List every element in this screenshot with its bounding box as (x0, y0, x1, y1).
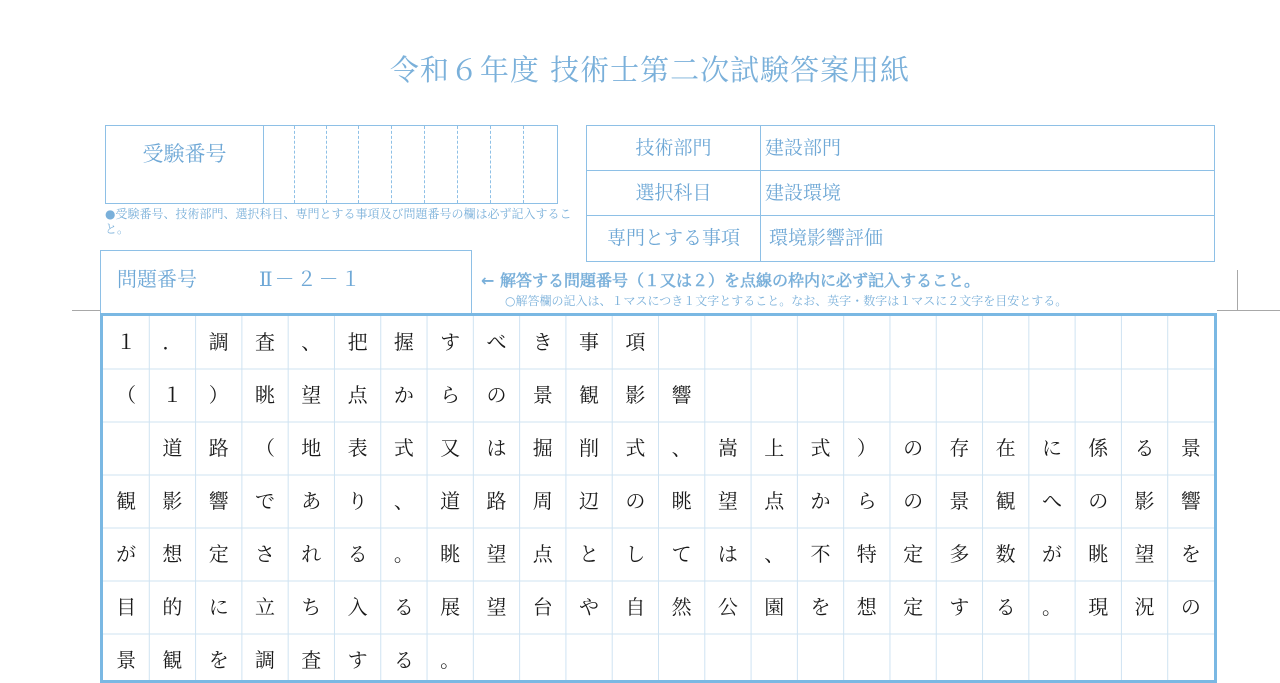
answer-cell: の (1180, 595, 1201, 619)
answer-cell: 、 (671, 436, 692, 460)
answer-cell: ） (208, 383, 229, 407)
answer-cell: 入 (347, 595, 368, 619)
answer-cell: す (949, 595, 970, 619)
answer-cell: 眺 (440, 542, 461, 566)
answer-cell: 数 (995, 542, 1016, 566)
answer-cell: 眺 (255, 383, 276, 407)
answer-cell: （ (116, 383, 137, 407)
answer-cell: で (255, 489, 276, 513)
exam-number-digit-divider (358, 126, 359, 203)
answer-cell: 道 (162, 436, 183, 460)
answer-cell: が (1041, 542, 1062, 566)
answer-cell: 、 (393, 489, 414, 513)
answer-cell: 台 (532, 595, 553, 619)
fill-instruction-note: ●受験番号、技術部門、選択科目、専門とする事項及び問題番号の欄は必ず記入すること。 (105, 207, 572, 236)
answer-cell: 公 (717, 595, 738, 619)
specialty-row (587, 216, 1214, 261)
exam-number-digit-divider (457, 126, 458, 203)
answer-cell: 調 (255, 648, 276, 672)
answer-cell: き (532, 330, 553, 354)
answer-grid (100, 313, 1217, 683)
specialty-value[interactable]: 環境影響評価 (769, 227, 884, 249)
answer-cell: 然 (671, 595, 692, 619)
answer-cell: 望 (486, 542, 507, 566)
page-margin-line (72, 310, 100, 311)
answer-cell: 。 (440, 648, 461, 672)
answer-cell: 表 (347, 436, 368, 460)
answer-cell: 事 (579, 330, 600, 354)
answer-cell: 式 (393, 436, 414, 460)
answer-cell: ． (162, 330, 183, 354)
answer-cell: 調 (208, 330, 229, 354)
answer-cell: 在 (995, 436, 1016, 460)
answer-cell: 、 (764, 542, 785, 566)
answer-cell: １ (116, 330, 137, 354)
answer-cell: ら (856, 489, 877, 513)
answer-cell: を (1180, 542, 1201, 566)
answer-cell: 点 (532, 542, 553, 566)
answer-cell: 路 (208, 436, 229, 460)
answer-cell: 。 (1041, 595, 1062, 619)
answer-cell: さ (255, 542, 276, 566)
answer-cell: 上 (764, 436, 785, 460)
answer-row[interactable] (103, 316, 1214, 369)
answer-cell: 多 (949, 542, 970, 566)
answer-cell: 。 (393, 542, 414, 566)
answer-cell: る (393, 648, 414, 672)
answer-cell: 眺 (671, 489, 692, 513)
answer-cell: や (579, 595, 600, 619)
answer-cell: 現 (1088, 595, 1109, 619)
exam-number-digit-divider (490, 126, 491, 203)
exam-number-digit-divider (391, 126, 392, 203)
answer-cell: 観 (116, 489, 137, 513)
answer-cell: す (347, 648, 368, 672)
page-margin-line (1237, 270, 1238, 311)
answer-cell: 辺 (579, 489, 600, 513)
answer-row[interactable] (103, 369, 1214, 422)
answer-row[interactable] (103, 422, 1214, 475)
answer-cell: 把 (347, 330, 368, 354)
answer-row[interactable] (103, 581, 1214, 634)
form-title: 令和６年度 技術士第二次試験答案用紙 (389, 53, 911, 87)
answer-cell: 望 (1134, 542, 1155, 566)
exam-number-box (105, 125, 558, 204)
answer-cell: 式 (810, 436, 831, 460)
answer-cell: 想 (856, 595, 877, 619)
answer-cell: 項 (625, 330, 646, 354)
exam-number-digit-divider (294, 126, 295, 203)
answer-cell: 響 (208, 489, 229, 513)
answer-cell: 響 (1180, 489, 1201, 513)
answer-cell: 定 (903, 542, 924, 566)
answer-cell: ） (856, 436, 877, 460)
answer-cell: り (347, 489, 368, 513)
answer-cell: に (208, 595, 229, 619)
answer-cell: あ (301, 489, 322, 513)
answer-cell: 展 (440, 595, 461, 619)
answer-cell: 況 (1134, 595, 1155, 619)
answer-cell: 道 (440, 489, 461, 513)
answer-cell: 園 (764, 595, 785, 619)
answer-cell: 定 (903, 595, 924, 619)
department-row (587, 126, 1214, 171)
answer-cell: 掘 (532, 436, 553, 460)
answer-cell: 点 (347, 383, 368, 407)
answer-cell: 影 (162, 489, 183, 513)
answer-cell: ち (301, 595, 322, 619)
answer-cell: 路 (486, 489, 507, 513)
question-number-instruction: ← 解答する問題番号（１又は２）を点線の枠内に必ず記入すること。 (481, 271, 980, 290)
answer-cell: る (347, 542, 368, 566)
answer-cell: 景 (949, 489, 970, 513)
page-margin-line (1217, 310, 1280, 311)
answer-cell: 望 (486, 595, 507, 619)
answer-cell: は (717, 542, 738, 566)
answer-cell: 査 (301, 648, 322, 672)
specialty-key: 専門とする事項 (587, 216, 761, 261)
answer-cell: 自 (625, 595, 646, 619)
exam-number-digit-divider (424, 126, 425, 203)
answer-cell: 望 (717, 489, 738, 513)
answer-cell: 点 (764, 489, 785, 513)
answer-cell: て (671, 542, 692, 566)
answer-cell: か (393, 383, 414, 407)
answer-cell: 観 (162, 648, 183, 672)
subject-row (587, 171, 1214, 216)
answer-cell: 定 (208, 542, 229, 566)
answer-cell: 的 (162, 595, 183, 619)
answer-cell: 握 (393, 330, 414, 354)
answer-cell: 景 (1180, 436, 1201, 460)
answer-cell: （ (255, 436, 276, 460)
answer-cell: と (579, 542, 600, 566)
answer-cell: 景 (532, 383, 553, 407)
answer-cell: 影 (1134, 489, 1155, 513)
answer-cell: を (208, 648, 229, 672)
answer-cell: る (393, 595, 414, 619)
answer-cell: 、 (301, 330, 322, 354)
answer-cell: 想 (162, 542, 183, 566)
answer-cell: 立 (255, 595, 276, 619)
answer-cell: 特 (856, 542, 877, 566)
answer-cell: し (625, 542, 646, 566)
answer-cell: １ (162, 383, 183, 407)
answer-cell: る (995, 595, 1016, 619)
answer-cell: 又 (440, 436, 461, 460)
answer-cell: す (440, 330, 461, 354)
question-number-value[interactable]: Ⅱ－２－１ (259, 267, 363, 291)
answer-cell: か (810, 489, 831, 513)
department-box (586, 125, 1215, 262)
answer-cell: 式 (625, 436, 646, 460)
answer-cell: を (810, 595, 831, 619)
answer-cell: の (903, 489, 924, 513)
answer-cell: 影 (625, 383, 646, 407)
answer-cell: 観 (995, 489, 1016, 513)
answer-row[interactable] (103, 528, 1214, 581)
answer-cell: ら (440, 383, 461, 407)
answer-cell: 景 (116, 648, 137, 672)
exam-number-label: 受験番号 (106, 126, 264, 203)
question-number-label: 問題番号 (117, 267, 197, 291)
answer-cell: が (116, 542, 137, 566)
answer-cell: に (1041, 436, 1062, 460)
subject-key: 選択科目 (587, 171, 761, 215)
answer-cell: 削 (579, 436, 600, 460)
exam-number-digit-divider (326, 126, 327, 203)
answer-cell: べ (486, 330, 507, 354)
answer-cell: る (1134, 436, 1155, 460)
answer-cell: 不 (810, 542, 831, 566)
answer-cell: 地 (301, 436, 322, 460)
answer-instruction-note: ○解答欄の記入は、１マスにつき１文字とすること。なお、英字・数字は１マスに２文字を目安とする。 (505, 294, 1068, 308)
answer-cell: れ (301, 542, 322, 566)
answer-cell: 係 (1088, 436, 1109, 460)
answer-cell: 眺 (1088, 542, 1109, 566)
department-key: 技術部門 (587, 126, 761, 170)
subject-value[interactable]: 建設環境 (765, 182, 842, 204)
answer-cell: の (625, 489, 646, 513)
answer-cell: 査 (255, 330, 276, 354)
answer-cell: 目 (116, 595, 137, 619)
question-number-box (100, 250, 472, 313)
answer-cell: 存 (949, 436, 970, 460)
answer-cell: の (1088, 489, 1109, 513)
answer-cell: は (486, 436, 507, 460)
answer-row[interactable] (103, 634, 1214, 683)
answer-cell: 周 (532, 489, 553, 513)
answer-cell: 響 (671, 383, 692, 407)
answer-cell: 嵩 (717, 436, 738, 460)
exam-number-digit-divider (523, 126, 524, 203)
department-value[interactable]: 建設部門 (765, 137, 842, 159)
answer-cell: の (486, 383, 507, 407)
answer-cell: 望 (301, 383, 322, 407)
answer-cell: へ (1041, 489, 1062, 513)
answer-row[interactable] (103, 475, 1214, 528)
answer-cell: 観 (579, 383, 600, 407)
answer-cell: の (903, 436, 924, 460)
answer-cell (103, 422, 149, 475)
